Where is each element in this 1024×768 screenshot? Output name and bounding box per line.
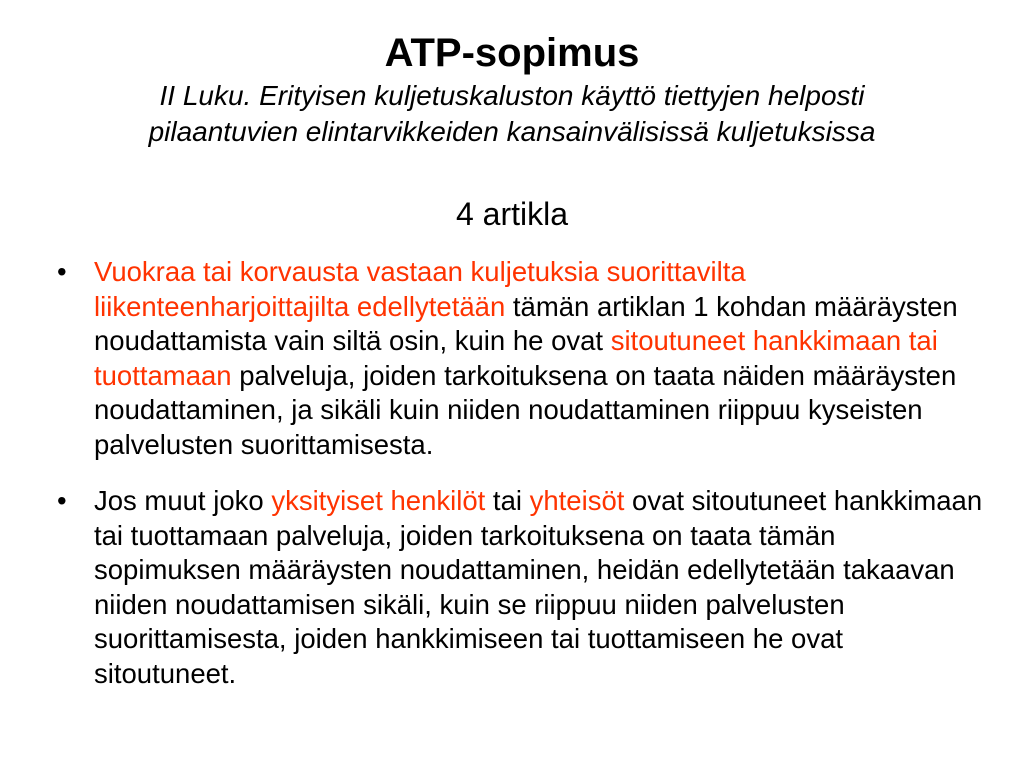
bullet-dot-icon: •: [57, 485, 67, 516]
bullet-dot-icon: •: [57, 256, 67, 287]
title-block: [40, 28, 984, 150]
subtitle-line-1: II Luku. Erityisen kuljetuskaluston käyttö tiettyjen helposti: [159, 80, 865, 111]
bullet-item-2: [57, 484, 987, 691]
bullet-segment: tai: [485, 485, 530, 516]
bullet-segment: yhteisöt: [529, 485, 625, 516]
bullet-segment: palveluja, joiden tarkoituksena on taata näiden määräysten noudattaminen, ja sikäli kuin niiden noudattaminen riippuu kyseisten palvelusten suorittamisesta.: [94, 359, 957, 460]
bullet-segment: Vuokraa tai korvausta vastaan kuljetuksia suorittavilta liikenteenharjoittajilta edellytetään: [94, 256, 746, 322]
article-heading: 4 artikla: [455, 196, 569, 232]
bullet-list: [57, 255, 987, 691]
slide-title: ATP-sopimus: [384, 31, 640, 75]
bullet-item-1: [57, 255, 987, 462]
bullet-segment: yksityiset henkilöt: [271, 485, 486, 516]
subtitle-line-2: pilaantuvien elintarvikkeiden kansainvälisissä kuljetuksissa: [148, 116, 876, 147]
slide-subtitle: [40, 78, 984, 150]
bullet-segment: ovat sitoutuneet hankkimaan tai tuottamaan palveluja, joiden tarkoituksena on taata tämän sopimuksen määräysten noudattaminen, heidän edellytetään takaavan niiden noudattamisen sikäli, kuin se riippuu niiden palvelusten suorittamisesta, joiden hankkimiseen tai tuottamiseen he ovat sitoutuneet.: [94, 485, 983, 689]
bullet-segment: tämän artiklan 1 kohdan määräysten noudattamista vain siltä osin, kuin he ovat: [94, 290, 958, 356]
bullet-segment: Jos muut joko: [94, 485, 272, 516]
bullet-segment: sitoutuneet hankkimaan tai tuottamaan: [94, 325, 938, 391]
